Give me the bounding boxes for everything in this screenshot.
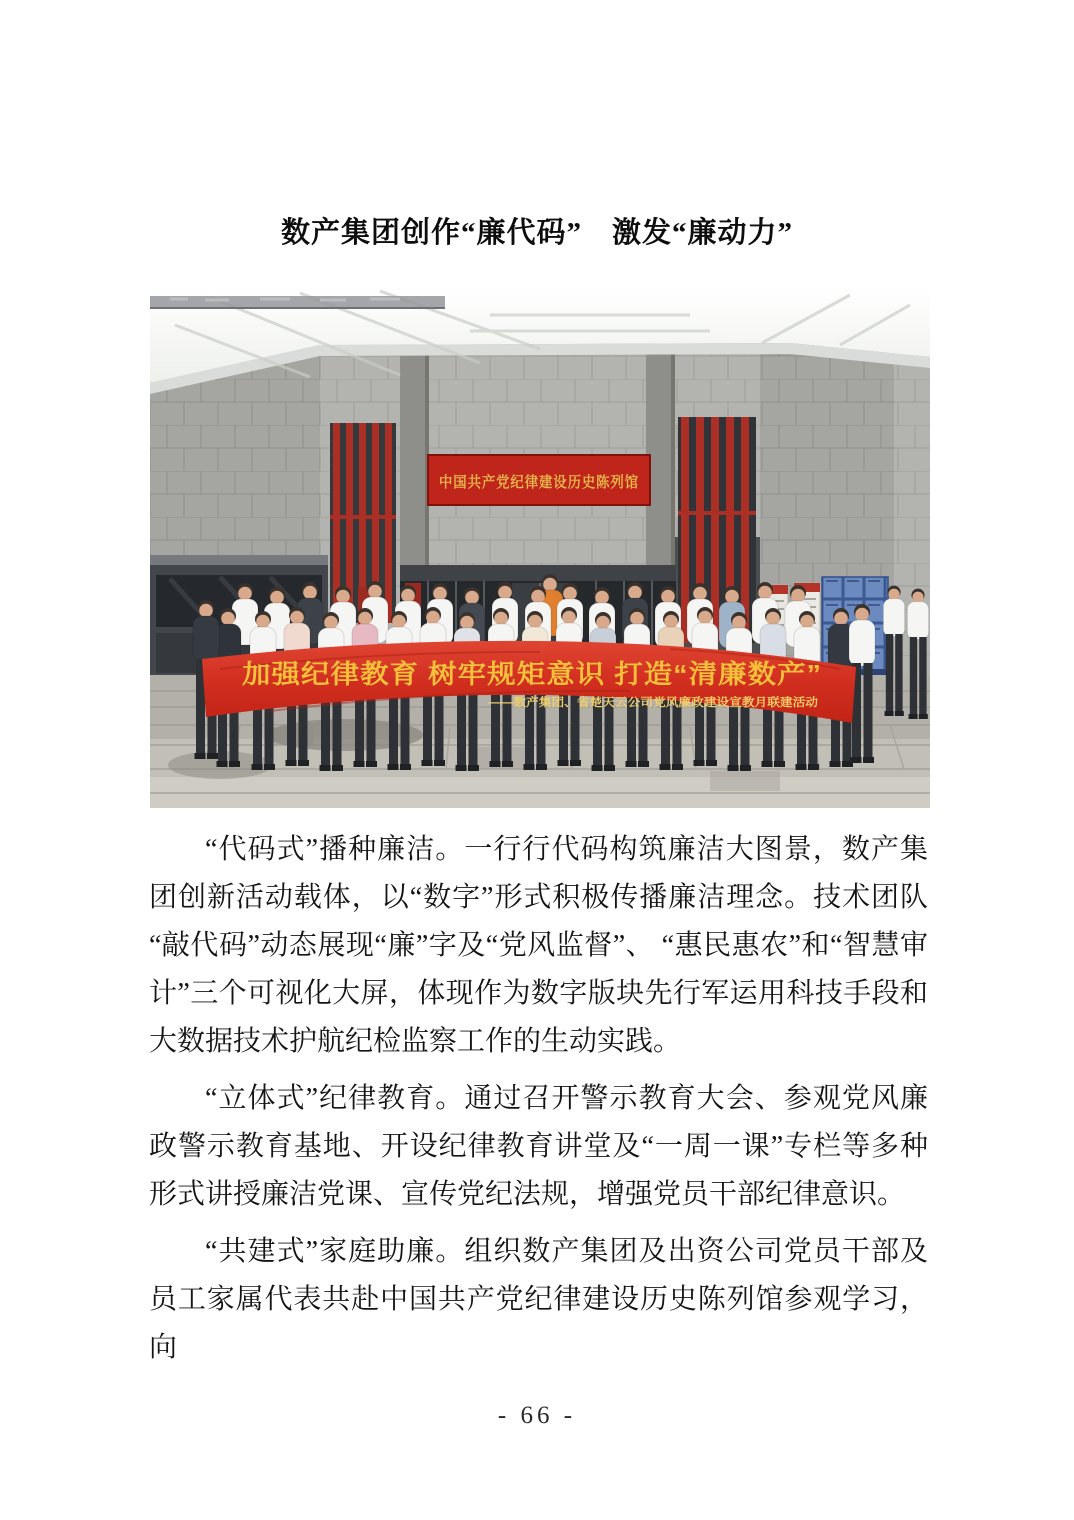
- entrance-plaque: [428, 455, 650, 505]
- distant-roofline: [150, 296, 445, 308]
- plaque-text: 中国共产党纪律建设历史陈列馆: [439, 473, 639, 491]
- page-number: - 66 -: [497, 1402, 577, 1429]
- photo-illustration: [150, 287, 930, 808]
- body-paragraph-1: “代码式”播种廉洁。一行行代码构筑廉洁大图景，数产集团创新活动载体，以“数字”形式积极传播廉洁理念。技术团队“敲代码”动态展现“廉”字及“党风监督”、 “惠民惠农”和“智慧审计”三个可视化大屏，体现作为数字版块先行军运用科技手段和大数据技术护航纪检监察工作的生动实践。: [149, 834, 928, 1057]
- body-text: [149, 826, 928, 1381]
- banner-main-text: 加强纪律教育 树牢规矩意识 打造“清廉数产”: [242, 659, 822, 689]
- group-photo: [150, 287, 930, 808]
- banner-sub-text: ——数产集团、省楚天云公司党风廉政建设宣教月联建活动: [488, 697, 787, 709]
- body-paragraph-3: “共建式”家庭助廉。组织数产集团及出资公司党员干部及员工家属代表共赴中国共产党纪律建设历史陈列馆参观学习，向: [149, 1236, 928, 1363]
- body-paragraph-2: “立体式”纪律教育。通过召开警示教育大会、参观党风廉政警示教育基地、开设纪律教育讲堂及“一周一课”专栏等多种形式讲授廉洁党课、宣传党纪法规，增强党员干部纪律意识。: [149, 1083, 928, 1210]
- document-title: 数产集团创作“廉代码” 激发“廉动力”: [280, 217, 793, 249]
